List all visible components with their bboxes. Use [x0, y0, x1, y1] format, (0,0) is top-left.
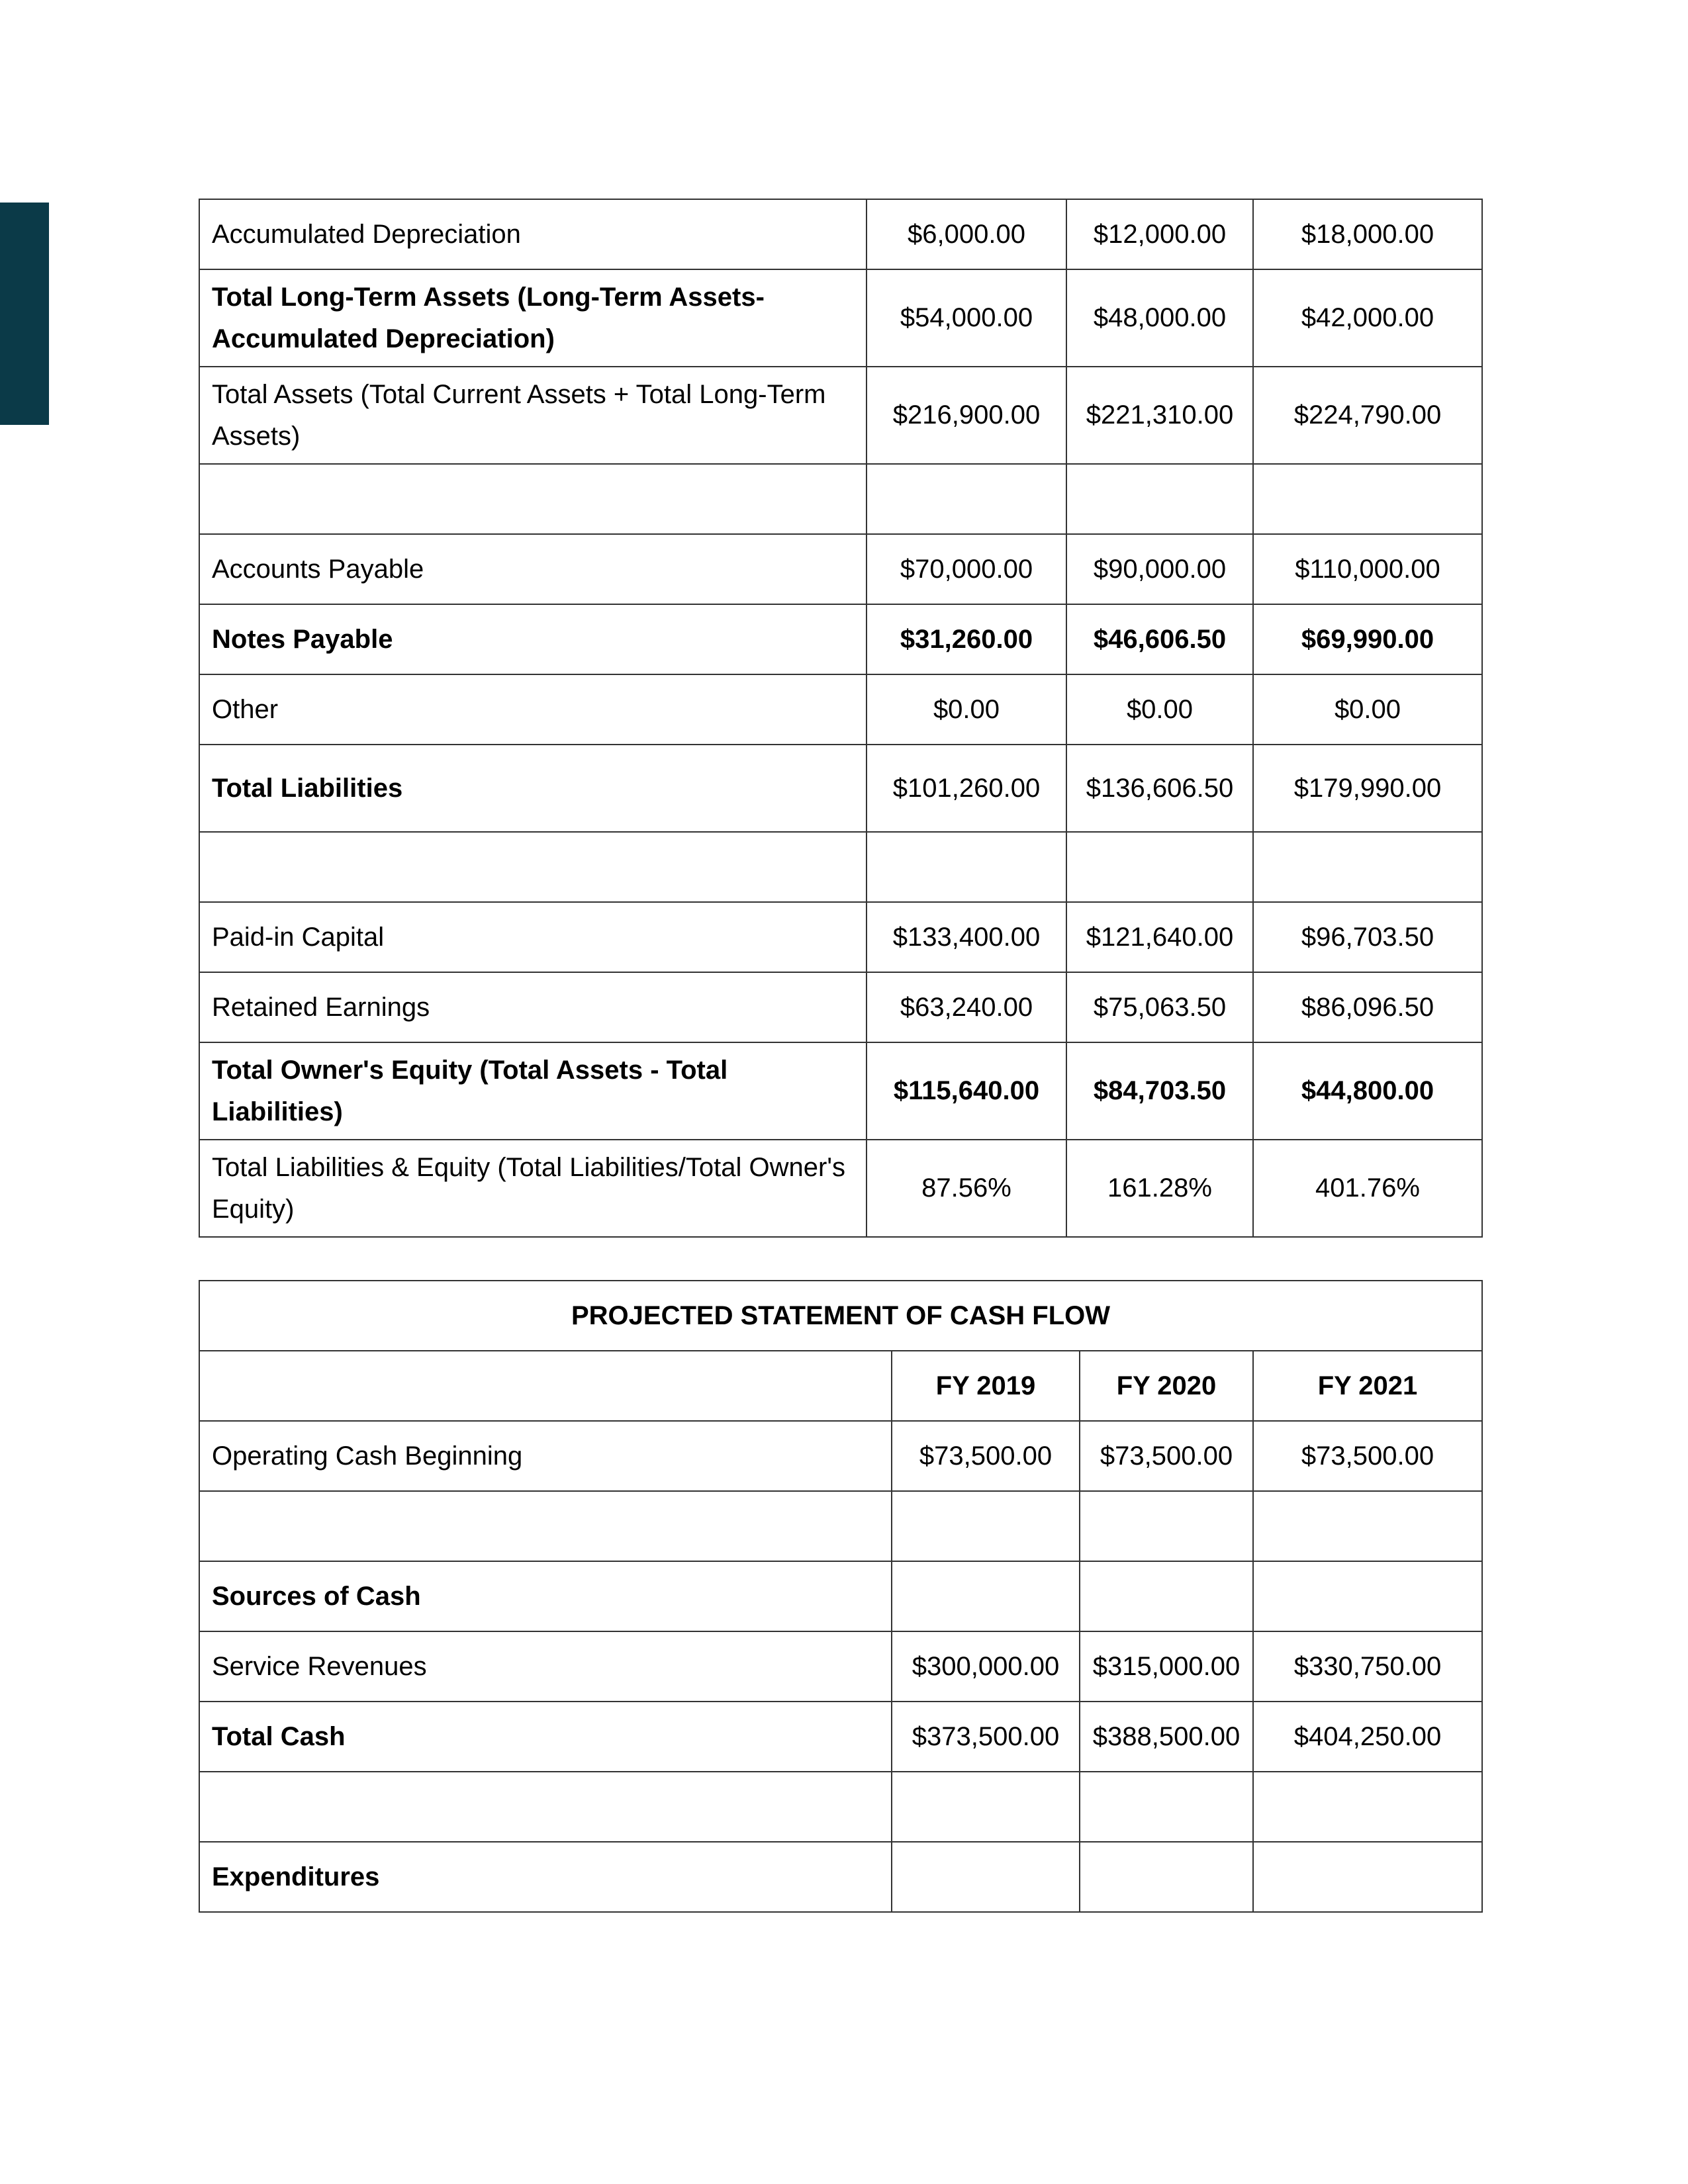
table-row [199, 902, 1482, 972]
value-cell: $54,000.00 [867, 269, 1066, 367]
row-label: Total Liabilities [199, 745, 867, 832]
balance-sheet-table [199, 199, 1483, 1238]
value-cell [892, 1491, 1080, 1561]
table-row [199, 674, 1482, 745]
value-cell: 401.76% [1253, 1140, 1482, 1237]
cash-flow-title-row [199, 1281, 1482, 1351]
value-cell: $224,790.00 [1253, 367, 1482, 464]
value-cell: $73,500.00 [892, 1421, 1080, 1491]
value-cell: $221,310.00 [1066, 367, 1253, 464]
value-cell: $300,000.00 [892, 1631, 1080, 1702]
row-label: Notes Payable [199, 604, 867, 674]
row-label: Other [199, 674, 867, 745]
row-label: Retained Earnings [199, 972, 867, 1042]
row-label: Accumulated Depreciation [199, 199, 867, 269]
table-row [199, 1842, 1482, 1912]
table-row [199, 1421, 1482, 1491]
table-row [199, 1561, 1482, 1631]
value-cell [1066, 832, 1253, 902]
value-cell: $0.00 [867, 674, 1066, 745]
value-cell [892, 1561, 1080, 1631]
value-cell [867, 464, 1066, 534]
value-cell [1080, 1491, 1253, 1561]
table-row [199, 745, 1482, 832]
value-cell [1253, 1842, 1482, 1912]
cash-flow-table [199, 1280, 1483, 1913]
value-cell [1066, 464, 1253, 534]
value-cell: $12,000.00 [1066, 199, 1253, 269]
value-cell: $69,990.00 [1253, 604, 1482, 674]
value-cell [1080, 1772, 1253, 1842]
table-row [199, 269, 1482, 367]
value-cell: $110,000.00 [1253, 534, 1482, 604]
table-row [199, 1631, 1482, 1702]
value-cell [1080, 1561, 1253, 1631]
table-row [199, 604, 1482, 674]
value-cell: $75,063.50 [1066, 972, 1253, 1042]
value-cell: $115,640.00 [867, 1042, 1066, 1140]
row-label: Total Assets (Total Current Assets + Total Long-Term Assets) [199, 367, 867, 464]
value-cell: $44,800.00 [1253, 1042, 1482, 1140]
row-label: Operating Cash Beginning [199, 1421, 892, 1491]
value-cell: $70,000.00 [867, 534, 1066, 604]
header-fy-2021: FY 2021 [1253, 1351, 1482, 1421]
table-row [199, 199, 1482, 269]
value-cell [1080, 1842, 1253, 1912]
value-cell: $84,703.50 [1066, 1042, 1253, 1140]
table-row [199, 1491, 1482, 1561]
value-cell: $315,000.00 [1080, 1631, 1253, 1702]
value-cell [892, 1842, 1080, 1912]
value-cell: $0.00 [1066, 674, 1253, 745]
side-accent-bar [0, 203, 49, 425]
value-cell [1253, 1772, 1482, 1842]
value-cell: $86,096.50 [1253, 972, 1482, 1042]
table-row [199, 464, 1482, 534]
value-cell: $404,250.00 [1253, 1702, 1482, 1772]
row-label: Accounts Payable [199, 534, 867, 604]
table-row [199, 367, 1482, 464]
row-label: Total Long-Term Assets (Long-Term Assets-Accumulated Depreciation) [199, 269, 867, 367]
row-label [199, 1491, 892, 1561]
value-cell [1253, 832, 1482, 902]
table-row [199, 534, 1482, 604]
cash-flow-header-row [199, 1351, 1482, 1421]
cash-flow-title: PROJECTED STATEMENT OF CASH FLOW [199, 1281, 1482, 1351]
table-row [199, 1042, 1482, 1140]
table-row [199, 832, 1482, 902]
table-row [199, 1702, 1482, 1772]
value-cell: $136,606.50 [1066, 745, 1253, 832]
row-label [199, 832, 867, 902]
value-cell: $179,990.00 [1253, 745, 1482, 832]
value-cell: $31,260.00 [867, 604, 1066, 674]
row-label [199, 464, 867, 534]
header-fy-2020: FY 2020 [1080, 1351, 1253, 1421]
value-cell: 87.56% [867, 1140, 1066, 1237]
header-empty-cell [199, 1351, 892, 1421]
value-cell [892, 1772, 1080, 1842]
value-cell: $48,000.00 [1066, 269, 1253, 367]
table-row [199, 1140, 1482, 1237]
value-cell: $73,500.00 [1080, 1421, 1253, 1491]
row-label: Total Cash [199, 1702, 892, 1772]
row-label: Service Revenues [199, 1631, 892, 1702]
row-label: Sources of Cash [199, 1561, 892, 1631]
value-cell [1253, 1561, 1482, 1631]
value-cell: $6,000.00 [867, 199, 1066, 269]
header-fy-2019: FY 2019 [892, 1351, 1080, 1421]
value-cell: $90,000.00 [1066, 534, 1253, 604]
value-cell: $388,500.00 [1080, 1702, 1253, 1772]
row-label: Total Owner's Equity (Total Assets - Total Liabilities) [199, 1042, 867, 1140]
value-cell: $73,500.00 [1253, 1421, 1482, 1491]
row-label: Paid-in Capital [199, 902, 867, 972]
value-cell: $101,260.00 [867, 745, 1066, 832]
row-label [199, 1772, 892, 1842]
value-cell [1253, 464, 1482, 534]
row-label: Expenditures [199, 1842, 892, 1912]
value-cell: 161.28% [1066, 1140, 1253, 1237]
table-row [199, 972, 1482, 1042]
value-cell: $42,000.00 [1253, 269, 1482, 367]
value-cell: $133,400.00 [867, 902, 1066, 972]
value-cell: $121,640.00 [1066, 902, 1253, 972]
table-row [199, 1772, 1482, 1842]
row-label: Total Liabilities & Equity (Total Liabilities/Total Owner's Equity) [199, 1140, 867, 1237]
value-cell: $0.00 [1253, 674, 1482, 745]
value-cell: $63,240.00 [867, 972, 1066, 1042]
value-cell: $96,703.50 [1253, 902, 1482, 972]
value-cell: $18,000.00 [1253, 199, 1482, 269]
value-cell: $216,900.00 [867, 367, 1066, 464]
value-cell: $373,500.00 [892, 1702, 1080, 1772]
value-cell: $46,606.50 [1066, 604, 1253, 674]
value-cell: $330,750.00 [1253, 1631, 1482, 1702]
value-cell [867, 832, 1066, 902]
value-cell [1253, 1491, 1482, 1561]
